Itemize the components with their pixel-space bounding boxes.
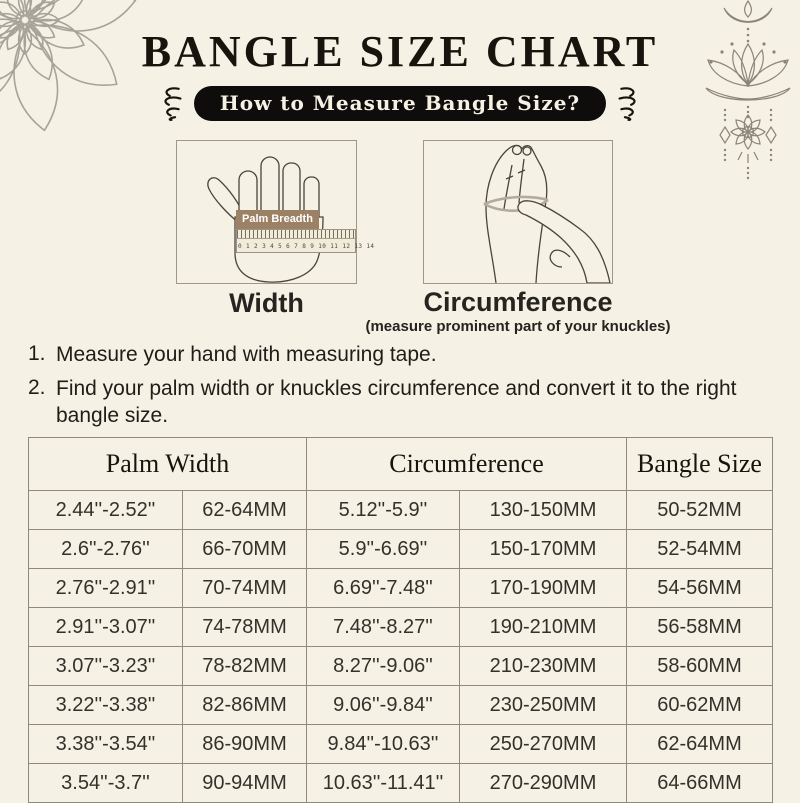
cell: 3.38''-3.54'' xyxy=(29,725,183,764)
table-row xyxy=(29,491,773,530)
cell: 62-64MM xyxy=(183,491,307,530)
cell: 3.07''-3.23'' xyxy=(29,647,183,686)
cell: 82-86MM xyxy=(183,686,307,725)
cell: 6.69''-7.48'' xyxy=(307,569,460,608)
cell: 8.27''-9.06'' xyxy=(307,647,460,686)
cell: 64-66MM xyxy=(627,764,773,803)
cell: 190-210MM xyxy=(460,608,627,647)
circumference-illustration-box xyxy=(423,140,613,284)
cell: 9.06''-9.84'' xyxy=(307,686,460,725)
header-circumference: Circumference xyxy=(307,438,627,491)
size-chart-table xyxy=(28,437,773,803)
cell: 270-290MM xyxy=(460,764,627,803)
circumference-note: (measure prominent part of your knuckles) xyxy=(365,318,671,335)
cell: 86-90MM xyxy=(183,725,307,764)
table-header-row xyxy=(29,438,773,491)
cell: 74-78MM xyxy=(183,608,307,647)
width-label: Width xyxy=(229,288,304,318)
header-palm-width: Palm Width xyxy=(29,438,307,491)
table-row xyxy=(29,530,773,569)
cell: 50-52MM xyxy=(627,491,773,530)
cell: 54-56MM xyxy=(627,569,773,608)
curly-flourish-left-icon xyxy=(152,84,184,122)
page-title: BANGLE SIZE CHART xyxy=(141,27,659,76)
cell: 230-250MM xyxy=(460,686,627,725)
cell: 60-62MM xyxy=(627,686,773,725)
cell: 2.76''-2.91'' xyxy=(29,569,183,608)
cell: 5.12''-5.9'' xyxy=(307,491,460,530)
table-row xyxy=(29,725,773,764)
cell: 66-70MM xyxy=(183,530,307,569)
cell: 3.22''-3.38'' xyxy=(29,686,183,725)
width-illustration-box xyxy=(176,140,375,284)
palm-breadth-chip: Palm Breadth xyxy=(236,210,319,229)
cell: 62-64MM xyxy=(627,725,773,764)
step-text: Find your palm width or knuckles circumference and convert it to the right bangle size. xyxy=(56,376,737,427)
instruction-step xyxy=(28,376,760,430)
step-text: Measure your hand with measuring tape. xyxy=(56,343,437,366)
cell: 70-74MM xyxy=(183,569,307,608)
cell: 90-94MM xyxy=(183,764,307,803)
cell: 56-58MM xyxy=(627,608,773,647)
cell: 5.9''-6.69'' xyxy=(307,530,460,569)
cell: 52-54MM xyxy=(627,530,773,569)
cell: 9.84''-10.63'' xyxy=(307,725,460,764)
cell: 130-150MM xyxy=(460,491,627,530)
cell: 170-190MM xyxy=(460,569,627,608)
curly-flourish-right-icon xyxy=(616,84,648,122)
cell: 150-170MM xyxy=(460,530,627,569)
step-number: 2. xyxy=(28,375,46,399)
cell: 7.48''-8.27'' xyxy=(307,608,460,647)
circumference-label: Circumference xyxy=(423,287,613,317)
instruction-step xyxy=(28,342,760,369)
cell: 10.63''-11.41'' xyxy=(307,764,460,803)
table-row xyxy=(29,686,773,725)
instructions xyxy=(28,342,760,437)
cell: 78-82MM xyxy=(183,647,307,686)
pinched-hand-measuring-icon xyxy=(424,141,612,283)
cell: 2.91''-3.07'' xyxy=(29,608,183,647)
cell: 58-60MM xyxy=(627,647,773,686)
cell: 2.44''-2.52'' xyxy=(29,491,183,530)
banner-pill: How to Measure Bangle Size? xyxy=(194,86,606,121)
cell: 210-230MM xyxy=(460,647,627,686)
header-bangle-size: Bangle Size xyxy=(627,438,773,491)
table-row xyxy=(29,608,773,647)
ruler-numbers: 0 1 2 3 4 5 6 7 8 9 10 11 12 13 14 xyxy=(238,243,375,250)
cell: 250-270MM xyxy=(460,725,627,764)
table-row xyxy=(29,764,773,803)
banner-row xyxy=(0,84,800,122)
ruler-ticks xyxy=(237,230,355,239)
cell: 3.54''-3.7'' xyxy=(29,764,183,803)
cell: 2.6''-2.76'' xyxy=(29,530,183,569)
ruler xyxy=(236,229,375,253)
table-row xyxy=(29,569,773,608)
step-number: 1. xyxy=(28,342,46,365)
table-row xyxy=(29,647,773,686)
